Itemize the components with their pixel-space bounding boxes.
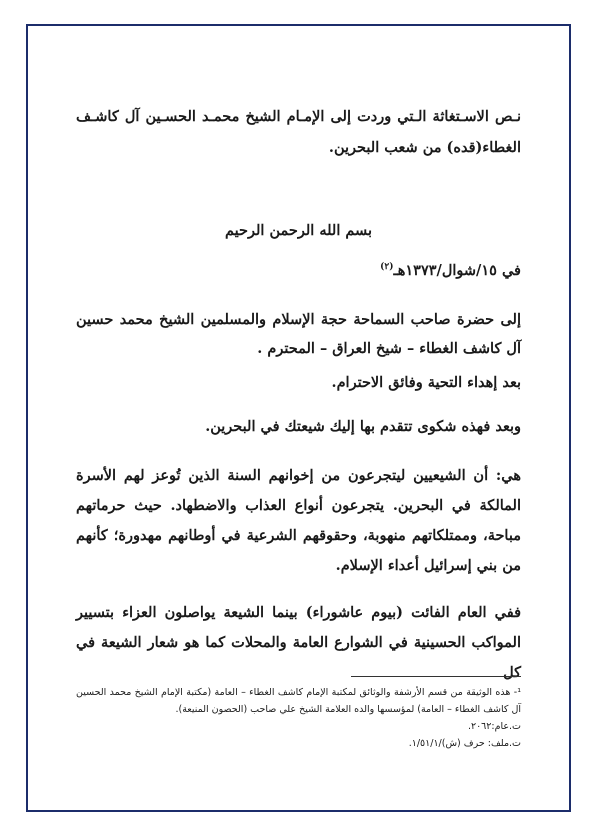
greeting-paragraph: بعد إهداء التحية وفائق الاحترام.	[331, 374, 521, 391]
footnote-1: ¹- هذه الوثيقة من قسم الأرشفة والوثائق لمكتبة الإمام كاشف الغطاء – العامة (مكتبة الإمام الشيخ محمد الحسين آل كاشف الغطاء – العامة) لمؤسسها والده العلامة الشيخ علي صاحب (الحصون المنيعة).	[76, 687, 521, 715]
complaint-body-paragraph: هي: أن الشيعيين ليتجرعون من إخوانهم السنة الذين تُوعز لهم الأسرة المالكة في البحرين. يتجرعون أنواع العذاب والاضطهاد. حيث حرماتهم مباحة، وممتلكاتهم منهوبة، وحقوقهم الشرعية في أوطانهم مهدورة؛ كأنهم من بني إسرائيل أعداء الإسلام.	[76, 467, 521, 574]
date-footnote-marker: (٢)	[380, 262, 394, 273]
footnote-3: ت.ملف: حرف (ش)/١/٥١/١.	[408, 738, 521, 749]
ashura-paragraph: ففي العام الفائت (بيوم عاشوراء) بينما الشيعة يواصلون العزاء بتسيير المواكب الحسينية في الشوارع العامة والمحلات كما هو شعار الشيعة في كل	[76, 604, 521, 681]
basmala: بسم الله الرحمن الرحيم	[224, 222, 373, 239]
document-page	[26, 24, 571, 812]
footnote-2: ت.عام:٢٠٦٢.	[467, 721, 521, 732]
footnotes	[76, 684, 521, 752]
date-text: في ١٥/شوال/١٣٧٣هـ	[393, 262, 521, 279]
salutation-paragraph: إلى حضرة صاحب السماحة حجة الإسلام والمسلمين الشيخ محمد حسين آل كاشف الغطاء – شيخ العراق – المحترم .	[76, 311, 521, 357]
letter-date	[76, 262, 521, 279]
complaint-intro-paragraph: وبعد فهذه شكوى تتقدم بها إليك شيعتك في البحرين.	[205, 418, 521, 435]
footnote-divider	[351, 676, 521, 677]
document-title: نـص الاسـتغاثة الـتي وردت إلى الإمـام الشيخ محمـد الحسـين آل كاشـف الغطاء(قده) من شعب البحرين.	[76, 108, 521, 156]
